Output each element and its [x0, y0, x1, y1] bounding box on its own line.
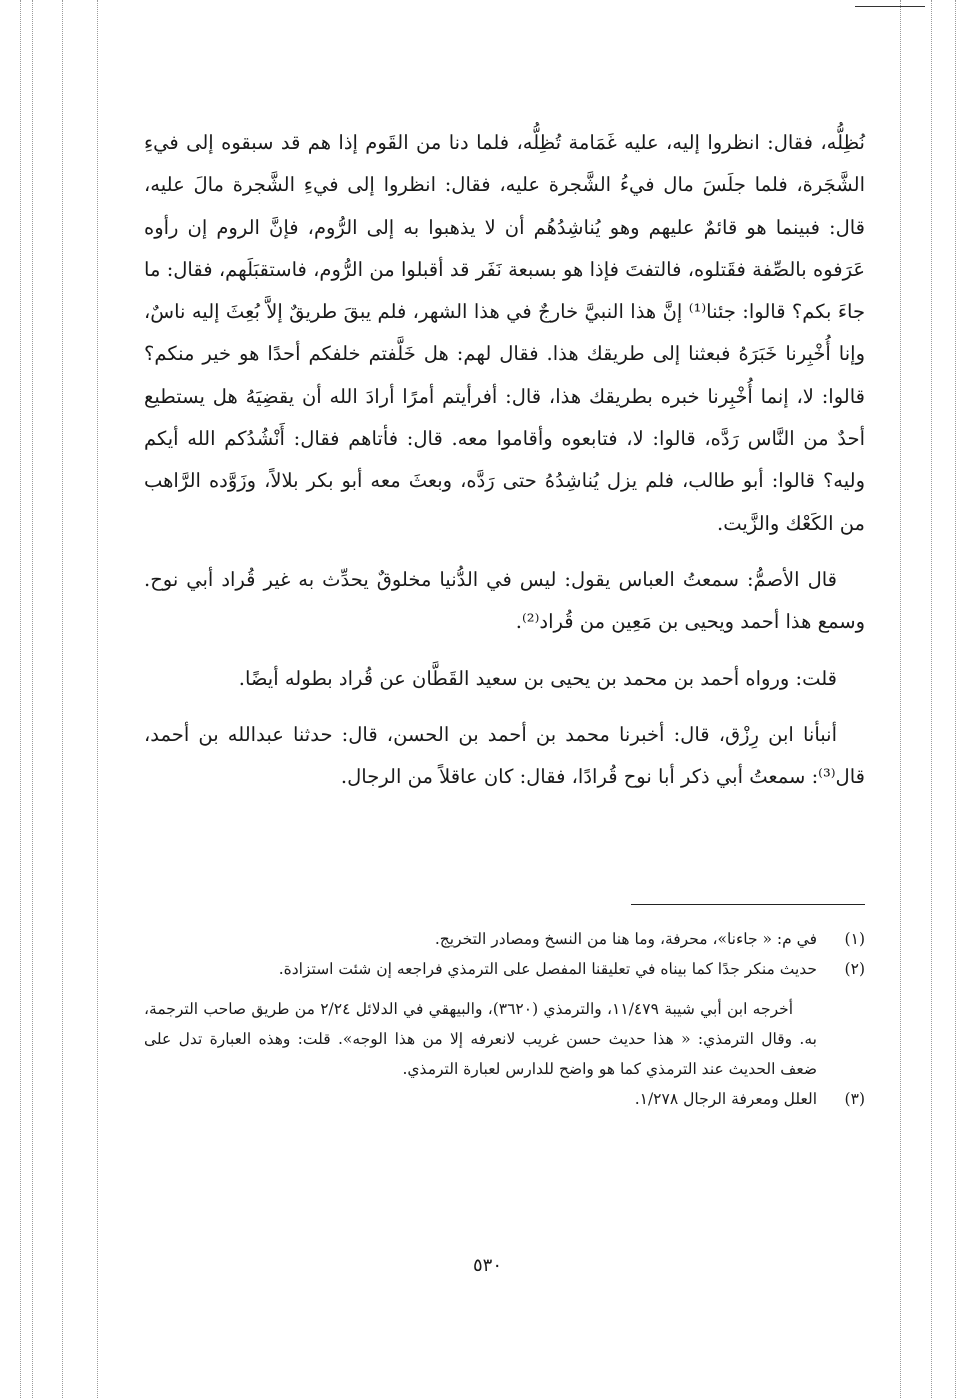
- scan-artifact-line: [32, 0, 33, 1398]
- footnote-2: [144, 954, 865, 984]
- scan-artifact-line: [20, 0, 21, 1398]
- footnote-2-continuation: أخرجه ابن أبي شيبة ١١/٤٧٩، والترمذي (٣٦٢٠)، والبيهقي في الدلائل ٢/٢٤ من طريق صاحب الترجمة، به. وقال الترمذي: « هذا حديث حسن غريب لانعرفه إلا من هذا الوجه». قلت: وهذه العبارة تدل على ضعف الحديث عند الترمذي كما هو واضح للدارس لعبارة الترمذي.: [144, 1000, 817, 1078]
- footnote-number: (١): [844, 930, 865, 948]
- footnote-number: (٣): [844, 1090, 865, 1108]
- top-edge-line: [855, 6, 925, 7]
- paragraph: قلت: ورواه أحمد بن محمد بن يحيى بن سعيد القَطَّان عن قُراد بطوله أيضًا.: [238, 666, 837, 690]
- footnote-separator: [631, 904, 865, 905]
- footnote-1: [144, 924, 865, 954]
- footnote-text: حديث منكر جدًا كما بيناه في تعليقنا المفصل على الترمذي فراجعه إن شئت استزادة.: [278, 960, 817, 978]
- paragraph: قال الأصمُّ: سمعتُ العباس يقول: ليس في الدُّنيا مخلوقٌ يحدِّث به غير قُراد أبي نوح. وسمع هذا أحمد ويحيى بن مَعِين من قُراد⁽²⁾.: [144, 567, 865, 634]
- paragraph: نُظِلُّه، فقال: انظروا إليه، عليه غَمَامة تُظِلُّه، فلما دنا من القَوم إذا هم قد سبقوه إلى فيءِ الشَّجَرة، فلما جلَسَ مال فيءُ الشَّجرة عليه، فقال: انظروا إلى فيءِ الشَّجرة مالَ عليه، قال: فبينما هو قائمٌ عليهم وهو يُناشِدُهُم أن لا يذهبوا به إلى الرُّوم، فإنَّ الروم إن رأوه عَرَفوه بالصِّفة فقَتلوه، فالتفتَ فإذا هو بسبعة نَفَر قد أقبلوا من الرُّوم، فاستقبَلَهم، فقال: ما جاءَ بكم؟ قالوا: جئنا⁽¹⁾ إنَّ هذا النبيَّ خارجٌ في هذا الشهر، فلم يبقَ طريقٌ إلاَّ بُعِثَ إليه ناسٌ، وإنا أُخْبِرنا خَبَرَهُ فبعثنا إلى طريقك هذا. فقال لهم: هل خَلَّفتم خلفكم أحدًا هو خير منكم؟ قالوا: لا، إنما أُخْبِرنا خبره بطريقك هذا، قال: أفرأيتم أمرًا أرادَ الله أن يقضِيَهُ هل يستطيع أحدٌ من النَّاس رَدَّه، قالوا: لا، فتابعوه وأقاموا معه. قال: فأتاهم فقال: أَنْشُدُكم الله أيكم وليه؟ قالوا: أبو طالب، فلم يزل يُناشِدُهُ حتى رَدَّه، وبعثَ معه أبو بكر بلالاً، وزَوَّده الرَّاهب من الكَعْك والزَّيت.: [144, 131, 866, 535]
- scan-artifact-line: [955, 0, 956, 1398]
- footnote-number: (٢): [844, 960, 865, 978]
- scan-artifact-line: [931, 0, 932, 1398]
- scan-artifact-line: [62, 0, 63, 1398]
- footnote-text: في م: « جاءنا»، محرفة، وما هنا من النسخ ومصادر التخريج.: [434, 930, 817, 948]
- footnotes: [144, 924, 865, 1114]
- page-number: ٥٣٠: [472, 1255, 502, 1276]
- main-text: [144, 122, 865, 798]
- paragraph: أنبأنا ابن رِزْق، قال: أخبرنا محمد بن أحمد بن الحسن، قال: حدثنا عبدالله بن أحمد، قال⁽³⁾: سمعتُ أبي ذكر أبا نوح قُرادًا، فقال: كان عاقلاً من الرجال.: [144, 722, 865, 789]
- scan-artifact-line: [97, 0, 98, 1398]
- scan-artifact-line: [900, 0, 901, 1398]
- footnote-text: العلل ومعرفة الرجال ١/٢٧٨.: [634, 1090, 817, 1108]
- footnote-3: [144, 1084, 865, 1114]
